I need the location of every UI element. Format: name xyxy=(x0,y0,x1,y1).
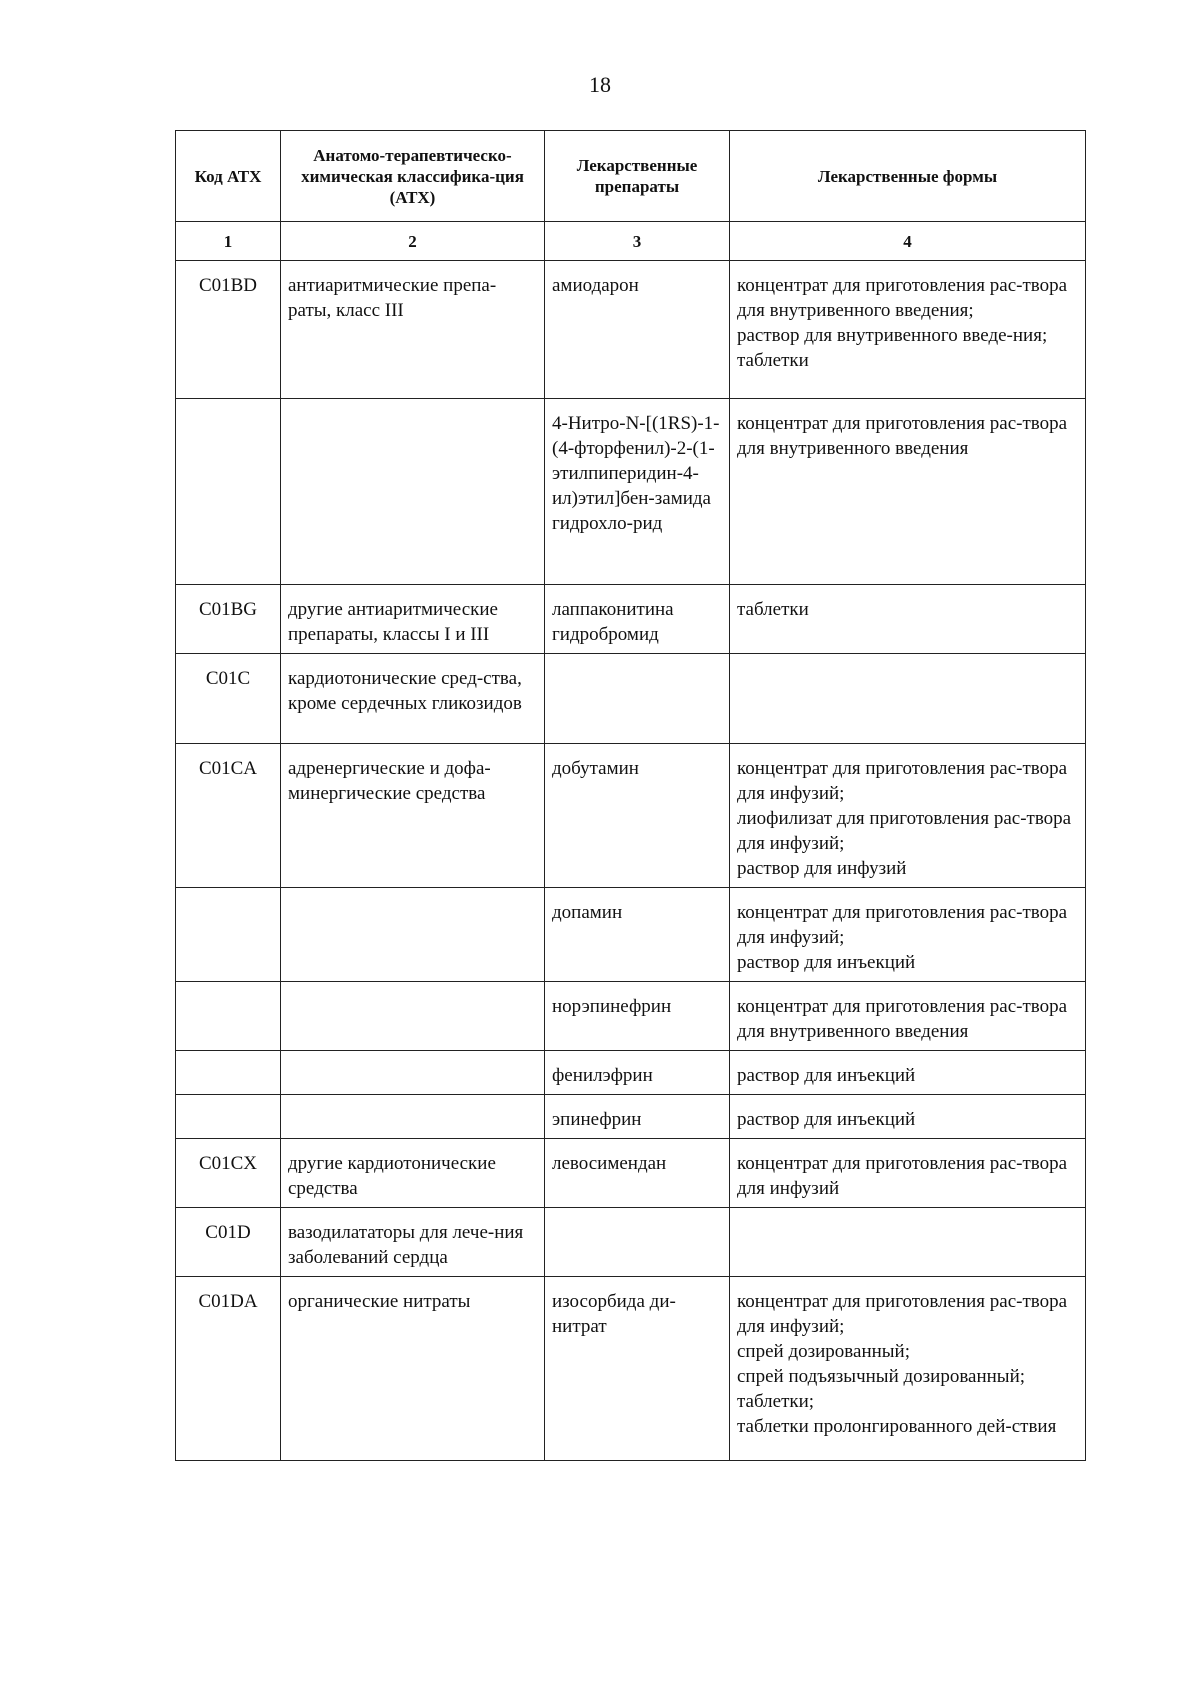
cell-drug: амиодарон xyxy=(545,261,730,399)
column-number: 3 xyxy=(545,222,730,261)
column-number: 1 xyxy=(176,222,281,261)
table-header-row xyxy=(176,131,1086,222)
column-number: 2 xyxy=(281,222,545,261)
cell-drug: эпинефрин xyxy=(545,1095,730,1139)
cell-dosage-forms xyxy=(730,1208,1086,1277)
dosage-form-item: таблетки; xyxy=(737,1391,815,1412)
header-dosage-forms: Лекарственные формы xyxy=(730,131,1086,222)
cell-drug: лаппаконитина гидробромид xyxy=(545,585,730,654)
cell-dosage-forms xyxy=(730,744,1086,888)
page-number: 18 xyxy=(589,72,611,97)
cell-dosage-forms xyxy=(730,1139,1086,1208)
cell-classification xyxy=(281,399,545,585)
table-row xyxy=(176,888,1086,982)
table-row xyxy=(176,1051,1086,1095)
dosage-form-item: лиофилизат для приготовления рас-твора для инфузий; xyxy=(737,808,1072,854)
table-body xyxy=(176,261,1086,1461)
cell-classification: органические нитраты xyxy=(281,1277,545,1461)
table-row xyxy=(176,399,1086,585)
cell-atc-code xyxy=(176,1095,281,1139)
cell-drug: фенилэфрин xyxy=(545,1051,730,1095)
dosage-form-item: спрей подъязычный дозированный; xyxy=(737,1366,1026,1387)
cell-atc-code: C01D xyxy=(176,1208,281,1277)
cell-classification: антиаритмические препа-раты, класс III xyxy=(281,261,545,399)
column-number: 4 xyxy=(730,222,1086,261)
dosage-form-item: таблетки пролонгированного дей-ствия xyxy=(737,1416,1057,1437)
cell-classification xyxy=(281,1051,545,1095)
dosage-form-item: концентрат для приготовления рас-твора для внутривенного введения xyxy=(737,413,1068,459)
cell-atc-code: C01DA xyxy=(176,1277,281,1461)
cell-atc-code: C01C xyxy=(176,654,281,744)
cell-drug: добутамин xyxy=(545,744,730,888)
dosage-form-item: концентрат для приготовления рас-твора для инфузий; xyxy=(737,1291,1068,1337)
dosage-form-item: таблетки xyxy=(737,599,809,620)
dosage-form-item: концентрат для приготовления рас-твора для инфузий; xyxy=(737,902,1068,948)
dosage-form-item: концентрат для приготовления рас-твора для внутривенного введения xyxy=(737,996,1068,1042)
cell-classification xyxy=(281,982,545,1051)
cell-dosage-forms xyxy=(730,1277,1086,1461)
header-atc-code: Код АТХ xyxy=(176,131,281,222)
cell-dosage-forms xyxy=(730,1095,1086,1139)
dosage-form-item: раствор для инъекций xyxy=(737,1109,916,1130)
cell-dosage-forms xyxy=(730,1051,1086,1095)
dosage-form-item: раствор для инъекций xyxy=(737,952,916,973)
cell-dosage-forms xyxy=(730,585,1086,654)
cell-drug: изосорбида ди-нитрат xyxy=(545,1277,730,1461)
cell-atc-code: C01CX xyxy=(176,1139,281,1208)
table-row xyxy=(176,1095,1086,1139)
table-row xyxy=(176,744,1086,888)
header-atc-classification: Анатомо-терапевтическо-химическая классифика-ция (АТХ) xyxy=(281,131,545,222)
dosage-form-item: концентрат для приготовления рас-твора для внутривенного введения; xyxy=(737,275,1068,321)
column-number-row xyxy=(176,222,1086,261)
table-row xyxy=(176,1139,1086,1208)
cell-dosage-forms xyxy=(730,888,1086,982)
cell-drug: левосимендан xyxy=(545,1139,730,1208)
cell-atc-code xyxy=(176,399,281,585)
cell-classification: другие антиаритмические препараты, классы I и III xyxy=(281,585,545,654)
cell-classification: адренергические и дофа-минергические средства xyxy=(281,744,545,888)
cell-drug: допамин xyxy=(545,888,730,982)
cell-atc-code: C01BG xyxy=(176,585,281,654)
cell-atc-code: C01BD xyxy=(176,261,281,399)
cell-dosage-forms xyxy=(730,654,1086,744)
cell-classification: кардиотонические сред-ства, кроме сердечных гликозидов xyxy=(281,654,545,744)
dosage-form-item: раствор для инфузий xyxy=(737,858,907,879)
cell-classification: вазодилататоры для лече-ния заболеваний сердца xyxy=(281,1208,545,1277)
dosage-form-item: таблетки xyxy=(737,350,809,371)
cell-atc-code xyxy=(176,1051,281,1095)
cell-atc-code: C01CA xyxy=(176,744,281,888)
cell-atc-code xyxy=(176,982,281,1051)
cell-dosage-forms xyxy=(730,982,1086,1051)
cell-classification xyxy=(281,1095,545,1139)
table-row xyxy=(176,1208,1086,1277)
cell-dosage-forms xyxy=(730,261,1086,399)
header-drugs: Лекарственные препараты xyxy=(545,131,730,222)
atc-drug-table xyxy=(175,130,1086,1461)
dosage-form-item: раствор для инъекций xyxy=(737,1065,916,1086)
table-row xyxy=(176,982,1086,1051)
cell-drug: норэпинефрин xyxy=(545,982,730,1051)
cell-atc-code xyxy=(176,888,281,982)
dosage-form-item: раствор для внутривенного введе-ния; xyxy=(737,325,1048,346)
cell-classification: другие кардиотонические средства xyxy=(281,1139,545,1208)
table-row xyxy=(176,261,1086,399)
dosage-form-item: концентрат для приготовления рас-твора для инфузий; xyxy=(737,758,1068,804)
cell-drug: 4-Нитро-N-[(1RS)-1-(4-фторфенил)-2-(1-этилпиперидин-4-ил)этил]бен-замида гидрохло-рид xyxy=(545,399,730,585)
cell-dosage-forms xyxy=(730,399,1086,585)
dosage-form-item: концентрат для приготовления рас-твора для инфузий xyxy=(737,1153,1068,1199)
table-row xyxy=(176,585,1086,654)
cell-classification xyxy=(281,888,545,982)
cell-drug xyxy=(545,1208,730,1277)
cell-drug xyxy=(545,654,730,744)
dosage-form-item: спрей дозированный; xyxy=(737,1341,910,1362)
table-row xyxy=(176,1277,1086,1461)
table-row xyxy=(176,654,1086,744)
